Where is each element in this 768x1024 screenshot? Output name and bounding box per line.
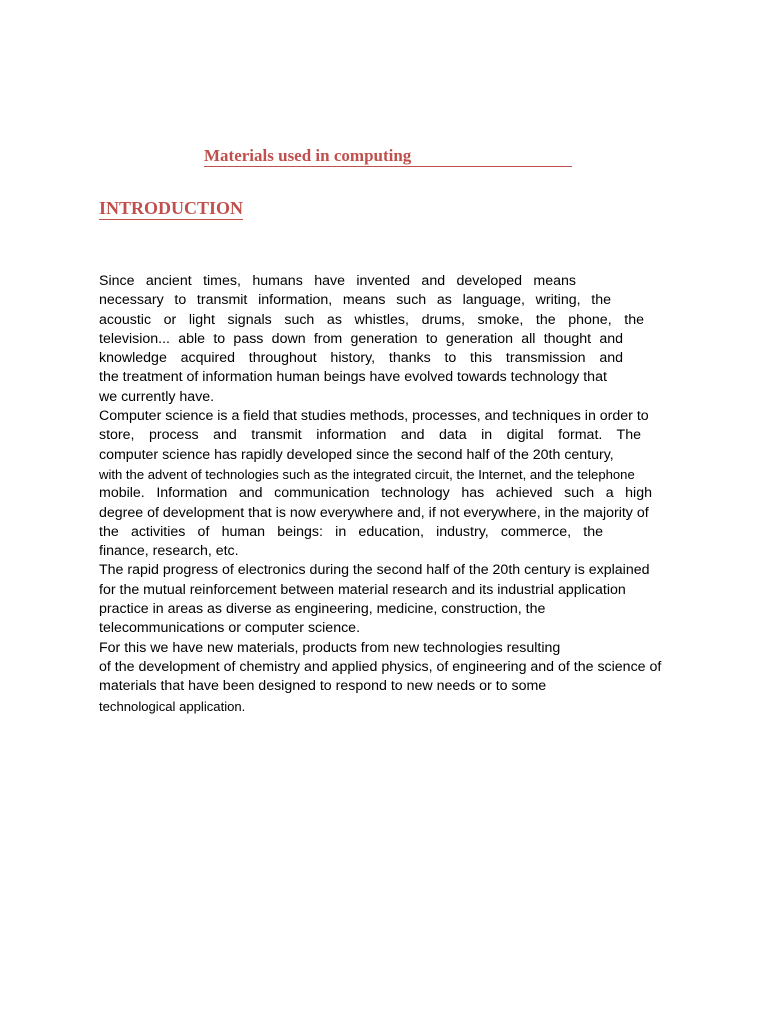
- body-line: practice in areas as diverse as engineering, medicine, construction, the: [99, 601, 546, 618]
- body-line: computer science has rapidly developed since the second half of the 20th century,: [99, 446, 614, 463]
- body-line: of the development of chemistry and applied physics, of engineering and of the science of: [99, 658, 662, 675]
- body-line: necessary to transmit information, means such as language, writing, the: [99, 292, 611, 309]
- body-line: Since ancient times, humans have invented and developed means: [99, 273, 576, 289]
- body-line: television... able to pass down from generation to generation all thought and: [99, 330, 623, 347]
- body-line: store, process and transmit information and data in digital format. The: [99, 427, 641, 444]
- body-line: for the mutual reinforcement between material research and its industrial application: [99, 581, 626, 598]
- body-line: Computer science is a field that studies methods, processes, and techniques in order to: [99, 408, 649, 425]
- body-line: degree of development that is now everywhere and, if not everywhere, in the majority of: [99, 504, 649, 521]
- body-line: mobile. Information and communication technology has achieved such a high: [99, 485, 652, 502]
- body-line: finance, research, etc.: [99, 543, 239, 560]
- body-text: [99, 272, 709, 716]
- body-line: telecommunications or computer science.: [99, 620, 361, 637]
- body-line: For this we have new materials, products from new technologies resulting: [99, 639, 561, 656]
- body-line: technological application.: [99, 698, 246, 714]
- body-line: the activities of human beings: in education, industry, commerce, the: [99, 523, 603, 540]
- body-line: we currently have.: [99, 388, 215, 405]
- section-heading: INTRODUCTION: [99, 198, 244, 218]
- body-line: acoustic or light signals such as whistles, drums, smoke, the phone, the: [99, 311, 644, 328]
- body-line: materials that have been designed to respond to new needs or to some: [99, 678, 547, 695]
- document-title: Materials used in computing: [204, 146, 572, 167]
- body-line: The rapid progress of electronics during the second half of the 20th century is explained: [99, 562, 650, 579]
- body-line: the treatment of information human beings have evolved towards technology that: [99, 369, 607, 386]
- body-line: with the advent of technologies such as the integrated circuit, the Internet, and the telephone: [99, 466, 635, 482]
- body-line: knowledge acquired throughout history, thanks to this transmission and: [99, 350, 623, 367]
